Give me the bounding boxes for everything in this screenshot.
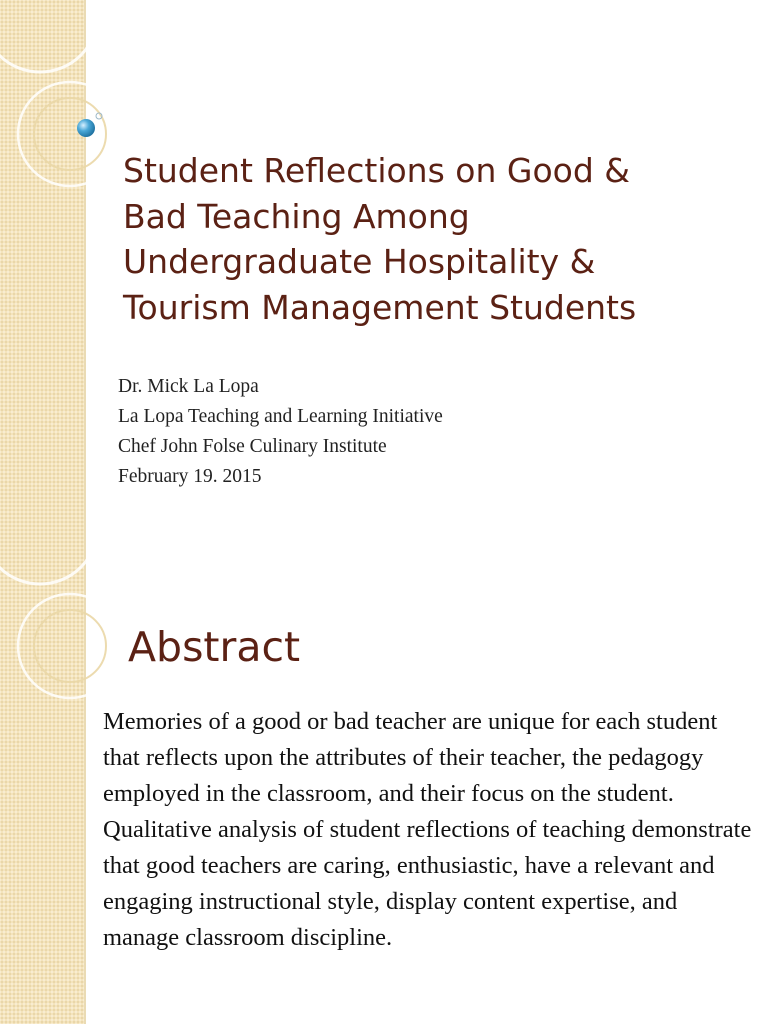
presentation-date: February 19. 2015 [118,466,262,487]
blue-orb-icon [77,119,95,137]
abstract-text: Memories of a good or bad teacher are unique for each student that reflects upon the attributes of their teacher, the pedagogy employed in the classroom, and their focus on the student. Qualitative analysis of student reflections of teaching demonstrate that good teachers are caring, enthusiastic, have a relevant and engaging instructional style, display content expertise, and manage classroom discipline. [103,708,752,951]
slide-heading: Abstract [128,623,301,671]
slide-title: Student Reflections on Good & Bad Teaching Among Undergraduate Hospitality & Tourism Management Students [123,151,637,327]
presenter-institute: Chef John Folse Culinary Institute [118,436,387,457]
decorative-rings-graphic [0,0,140,260]
abstract-slide [0,512,768,1024]
presenter-name: Dr. Mick La Lopa [118,376,259,397]
presenter-details [118,372,738,492]
presenter-initiative: La Lopa Teaching and Learning Initiative [118,406,443,427]
